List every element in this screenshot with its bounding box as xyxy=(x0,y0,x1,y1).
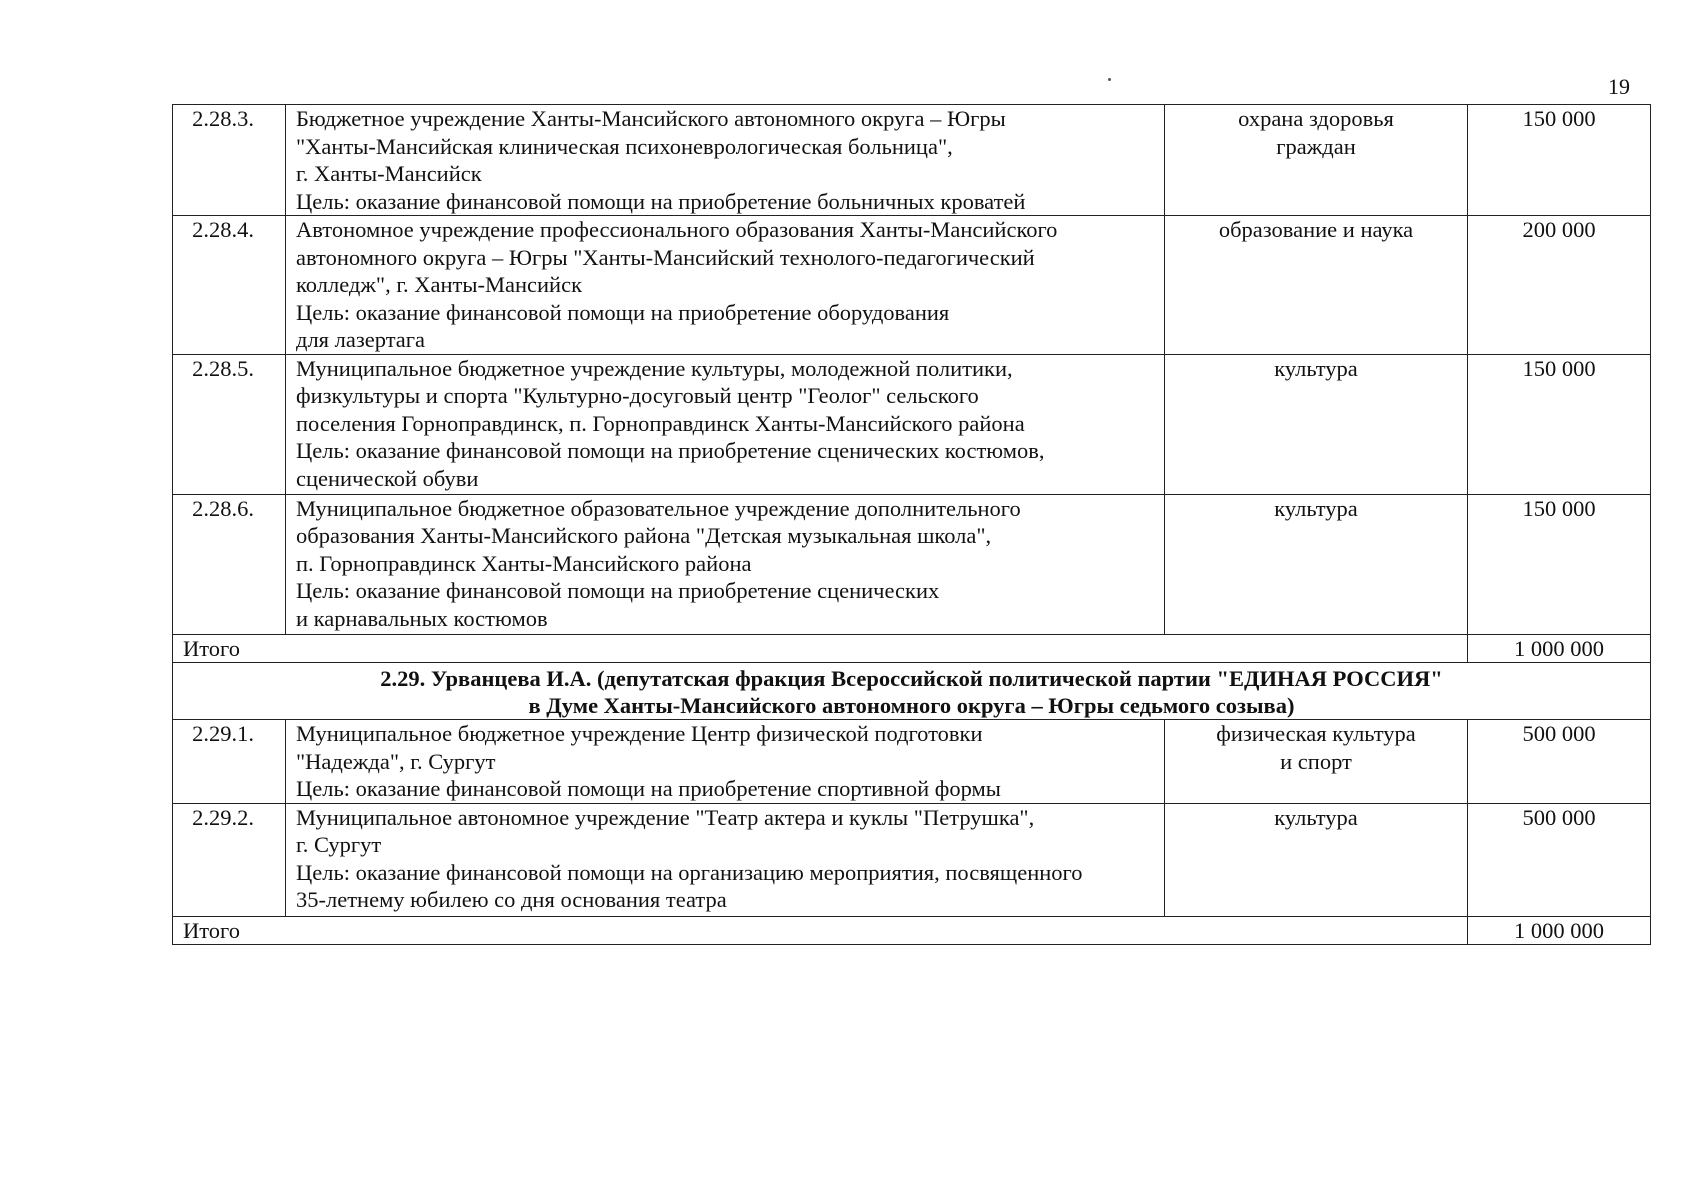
row-number: 2.29.1. xyxy=(173,720,286,804)
section-heading-line: в Думе Ханты-Мансийского автономного округа – Югры седьмого созыва) xyxy=(528,693,1295,718)
organization-line: Бюджетное учреждение Ханты-Мансийского автономного округа – Югры xyxy=(296,106,1006,131)
organization-line: Муниципальное автономное учреждение "Театр актера и куклы "Петрушка", xyxy=(296,804,1035,830)
total-row xyxy=(173,634,1651,663)
total-row xyxy=(173,916,1651,945)
purpose-line: Цель: оказание финансовой помощи на приобретение сценических xyxy=(296,578,940,603)
section-heading xyxy=(173,663,1651,720)
page-number: 19 xyxy=(1608,74,1630,99)
sphere-cell xyxy=(1165,216,1468,355)
row-number: 2.28.6. xyxy=(173,494,286,634)
total-amount: 1 000 000 xyxy=(1468,634,1651,663)
organization-line: поселения Горноправдинск, п. Горноправдинск Ханты-Мансийского района xyxy=(296,410,1025,436)
sphere-cell xyxy=(1165,494,1468,634)
organization-line: п. Горноправдинск Ханты-Мансийского района xyxy=(296,550,752,576)
sphere-line: охрана здоровья xyxy=(1238,106,1394,131)
section-heading-row xyxy=(173,663,1651,720)
organization-line: г. Сургут xyxy=(296,832,382,857)
amount-cell: 150 000 xyxy=(1468,494,1651,634)
sphere-line: и спорт xyxy=(1280,748,1352,774)
total-label: Итого xyxy=(173,916,1468,945)
organization-cell xyxy=(286,494,1165,634)
purpose-line: Цель: оказание финансовой помощи на приобретение спортивной формы xyxy=(296,776,1001,801)
sphere-line: культура xyxy=(1274,495,1358,521)
sphere-line: культура xyxy=(1274,804,1358,830)
total-amount: 1 000 000 xyxy=(1468,916,1651,945)
purpose-line: и карнавальных костюмов xyxy=(296,605,548,631)
purpose-line: 35-летнему юбилею со дня основания театра xyxy=(296,887,727,912)
row-number: 2.28.5. xyxy=(173,354,286,494)
purpose-line: сценической обуви xyxy=(296,465,479,491)
sphere-line: граждан xyxy=(1276,133,1356,159)
row-number: 2.28.3. xyxy=(173,105,286,216)
section-heading-line: 2.29. Урванцева И.А. (депутатская фракция Всероссийской политической партии "ЕДИНАЯ РОССИЯ" xyxy=(380,666,1443,691)
purpose-line: Цель: оказание финансовой помощи на организацию мероприятия, посвященного xyxy=(296,859,1083,885)
table-row xyxy=(173,803,1651,916)
organization-cell xyxy=(286,803,1165,916)
amount-cell: 500 000 xyxy=(1468,803,1651,916)
scan-speck xyxy=(1108,78,1111,81)
amount-cell: 150 000 xyxy=(1468,105,1651,216)
amount-cell: 150 000 xyxy=(1468,354,1651,494)
grants-table xyxy=(172,104,1651,945)
table-row xyxy=(173,216,1651,355)
sphere-line: физическая культура xyxy=(1216,721,1416,746)
organization-cell xyxy=(286,216,1165,355)
table-row xyxy=(173,354,1651,494)
sphere-cell xyxy=(1165,803,1468,916)
table-row xyxy=(173,494,1651,634)
organization-line: "Надежда", г. Сургут xyxy=(296,748,496,774)
table-row xyxy=(173,720,1651,804)
organization-cell xyxy=(286,105,1165,216)
organization-line: физкультуры и спорта "Культурно-досуговый центр "Геолог" сельского xyxy=(296,383,979,408)
amount-cell: 200 000 xyxy=(1468,216,1651,355)
organization-line: автономного округа – Югры "Ханты-Мансийский технолого-педагогический xyxy=(296,244,1035,270)
organization-line: образования Ханты-Мансийского района "Детская музыкальная школа", xyxy=(296,523,992,548)
purpose-line: Цель: оказание финансовой помощи на приобретение больничных кроватей xyxy=(296,188,1026,214)
total-label: Итого xyxy=(173,634,1468,663)
amount-cell: 500 000 xyxy=(1468,720,1651,804)
purpose-line: Цель: оказание финансовой помощи на приобретение сценических костюмов, xyxy=(296,438,1045,463)
organization-line: Муниципальное бюджетное учреждение Центр физической подготовки xyxy=(296,721,983,746)
organization-line: Муниципальное бюджетное учреждение культуры, молодежной политики, xyxy=(296,355,1013,381)
organization-cell xyxy=(286,354,1165,494)
sphere-cell xyxy=(1165,720,1468,804)
table-row xyxy=(173,105,1651,216)
organization-line: Автономное учреждение профессионального образования Ханты-Мансийского xyxy=(296,217,1058,242)
sphere-cell xyxy=(1165,105,1468,216)
purpose-line: Цель: оказание финансовой помощи на приобретение оборудования xyxy=(296,299,950,325)
organization-line: Муниципальное бюджетное образовательное учреждение дополнительного xyxy=(296,495,1021,521)
organization-line: "Ханты-Мансийская клиническая психоневрологическая больница", xyxy=(296,133,953,159)
organization-line: колледж", г. Ханты-Мансийск xyxy=(296,272,582,297)
row-number: 2.29.2. xyxy=(173,803,286,916)
organization-line: г. Ханты-Мансийск xyxy=(296,161,482,186)
sphere-cell xyxy=(1165,354,1468,494)
purpose-line: для лазертага xyxy=(296,327,426,352)
sphere-line: образование и наука xyxy=(1218,217,1414,242)
sphere-line: культура xyxy=(1274,355,1358,381)
row-number: 2.28.4. xyxy=(173,216,286,355)
organization-cell xyxy=(286,720,1165,804)
